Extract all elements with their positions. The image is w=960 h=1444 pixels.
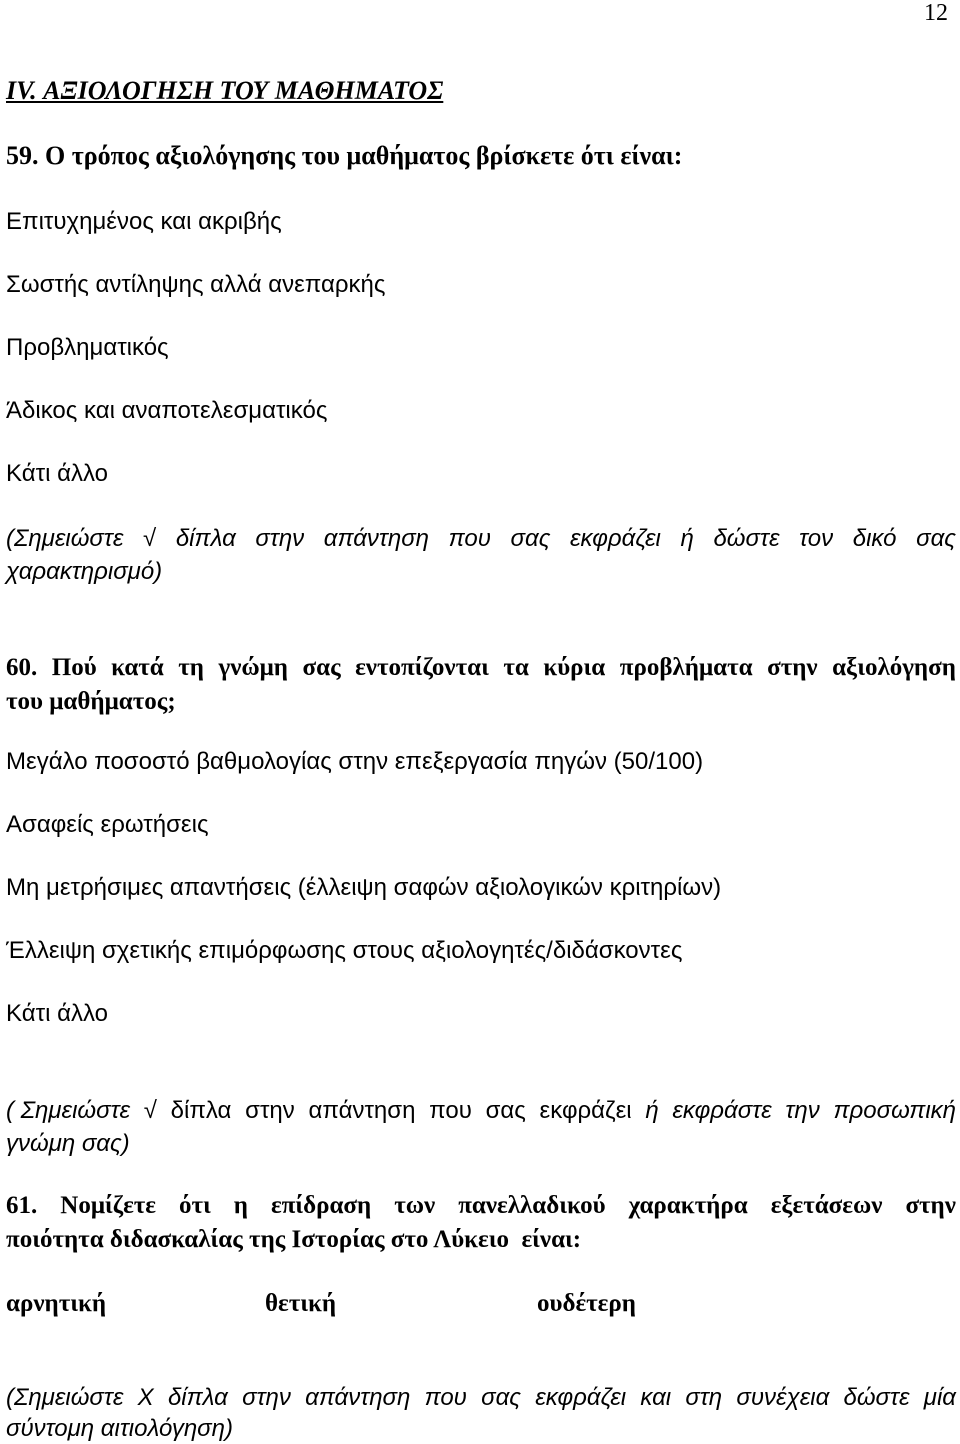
question-word: αξιολόγηση xyxy=(832,654,956,681)
note-word: ή xyxy=(645,1097,659,1124)
note-word: εκφράζει xyxy=(570,525,661,552)
question-word: ότι xyxy=(178,1192,211,1219)
question-word: επίδραση xyxy=(271,1192,372,1219)
note-word: απάντηση xyxy=(323,525,429,552)
note-word: σας xyxy=(485,1097,526,1124)
note-word: σας xyxy=(916,525,956,552)
note-word: στην xyxy=(242,1384,291,1411)
q60-option: Έλλειψη σχετικής επιμόρφωσης στους αξιολογητές/διδάσκοντες xyxy=(6,937,683,964)
note-word: εκφράστε xyxy=(672,1097,772,1124)
q61-option-positive: θετική xyxy=(265,1290,337,1317)
q60-option: Μη μετρήσιμες απαντήσεις (έλλειψη σαφών αξιολογικών κριτηρίων) xyxy=(6,874,722,901)
note-word: συνέχεια xyxy=(736,1384,830,1411)
note-word: μία xyxy=(923,1384,956,1411)
note-word: προσωπική xyxy=(833,1097,956,1124)
q61-note-line2: σύντομη αιτιολόγηση) xyxy=(6,1415,233,1442)
question-61 xyxy=(6,1192,956,1220)
question-word: πανελλαδικού xyxy=(458,1192,606,1219)
note-word: (Σημειώστε xyxy=(6,1384,124,1411)
question-word: προβλήματα xyxy=(619,654,753,681)
question-60-line2: του μαθήματος; xyxy=(6,688,176,715)
question-word: Πού xyxy=(51,654,97,681)
note-word: και xyxy=(640,1384,672,1411)
question-word: Νομίζετε xyxy=(60,1192,156,1219)
question-word: εξετάσεων xyxy=(770,1192,883,1219)
question-word: η xyxy=(233,1192,248,1219)
x-mark: Χ xyxy=(137,1384,154,1411)
question-word: κατά xyxy=(111,654,164,681)
note-word: δίπλα xyxy=(170,1097,232,1124)
note-word: δίπλα xyxy=(167,1384,228,1411)
q61-note xyxy=(6,1384,956,1412)
question-word: κύρια xyxy=(543,654,606,681)
note-word: την xyxy=(785,1097,820,1124)
question-60 xyxy=(6,654,956,682)
note-word: που xyxy=(424,1384,467,1411)
question-word: 61. xyxy=(6,1192,38,1219)
question-word: στην xyxy=(767,654,818,681)
q59-option: Σωστής αντίληψης αλλά ανεπαρκής xyxy=(6,271,386,298)
q60-option: Μεγάλο ποσοστό βαθμολογίας στην επεξεργασία πηγών (50/100) xyxy=(6,748,704,775)
q59-option: Προβληματικός xyxy=(6,334,169,361)
check-mark-icon: √ xyxy=(143,525,157,552)
q59-note-line2: χαρακτηρισμό) xyxy=(6,558,163,585)
note-word: στη xyxy=(685,1384,723,1411)
q60-note-line2: γνώμη σας) xyxy=(6,1130,130,1157)
question-word: 60. xyxy=(6,654,38,681)
note-word: που xyxy=(429,1097,472,1124)
note-word: δικό xyxy=(852,525,897,552)
question-word: σας xyxy=(302,654,341,681)
note-word: τον xyxy=(799,525,834,552)
note-word: δώστε xyxy=(713,525,780,552)
check-mark-icon: √ xyxy=(143,1097,157,1124)
section-title: IV. ΑΞΙΟΛΟΓΗΣΗ ΤΟΥ ΜΑΘΗΜΑΤΟΣ xyxy=(6,76,444,105)
note-word: στην xyxy=(245,1097,295,1124)
q59-option: Κάτι άλλο xyxy=(6,460,108,487)
q61-option-negative: αρνητική xyxy=(6,1290,107,1317)
question-word: γνώμη xyxy=(218,654,289,681)
note-word: δίπλα xyxy=(175,525,236,552)
question-word: στην xyxy=(905,1192,956,1219)
q59-option: Άδικος και αναποτελεσματικός xyxy=(6,397,328,424)
note-word: ή xyxy=(680,525,694,552)
question-word: των xyxy=(394,1192,436,1219)
note-word: σας xyxy=(510,525,551,552)
note-word: σας xyxy=(481,1384,521,1411)
note-word: εκφράζει xyxy=(539,1097,632,1124)
q61-option-neutral: ουδέτερη xyxy=(537,1290,636,1317)
question-word: εντοπίζονται xyxy=(355,654,489,681)
q60-option: Ασαφείς ερωτήσεις xyxy=(6,811,209,838)
question-59: 59. Ο τρόπος αξιολόγησης του μαθήματος βρίσκετε ότι είναι: xyxy=(6,141,683,170)
note-word: ( Σημειώστε xyxy=(6,1097,131,1124)
note-word: στην xyxy=(255,525,305,552)
note-word: απάντηση xyxy=(305,1384,411,1411)
question-word: χαρακτήρα xyxy=(628,1192,748,1219)
q60-note xyxy=(6,1097,956,1125)
question-word: τα xyxy=(503,654,529,681)
question-word: τη xyxy=(178,654,204,681)
q60-option: Κάτι άλλο xyxy=(6,1000,108,1027)
q59-note xyxy=(6,525,956,553)
note-word: απάντηση xyxy=(308,1097,416,1124)
q59-option: Επιτυχημένος και ακριβής xyxy=(6,208,282,235)
note-word: εκφράζει xyxy=(535,1384,627,1411)
page-number: 12 xyxy=(924,0,948,26)
note-word: που xyxy=(448,525,491,552)
note-word: δώστε xyxy=(843,1384,910,1411)
note-word: (Σημειώστε xyxy=(6,525,124,552)
question-61-line2: ποιότητα διδασκαλίας της Ιστορίας στο Λύκειο είναι: xyxy=(6,1226,582,1253)
